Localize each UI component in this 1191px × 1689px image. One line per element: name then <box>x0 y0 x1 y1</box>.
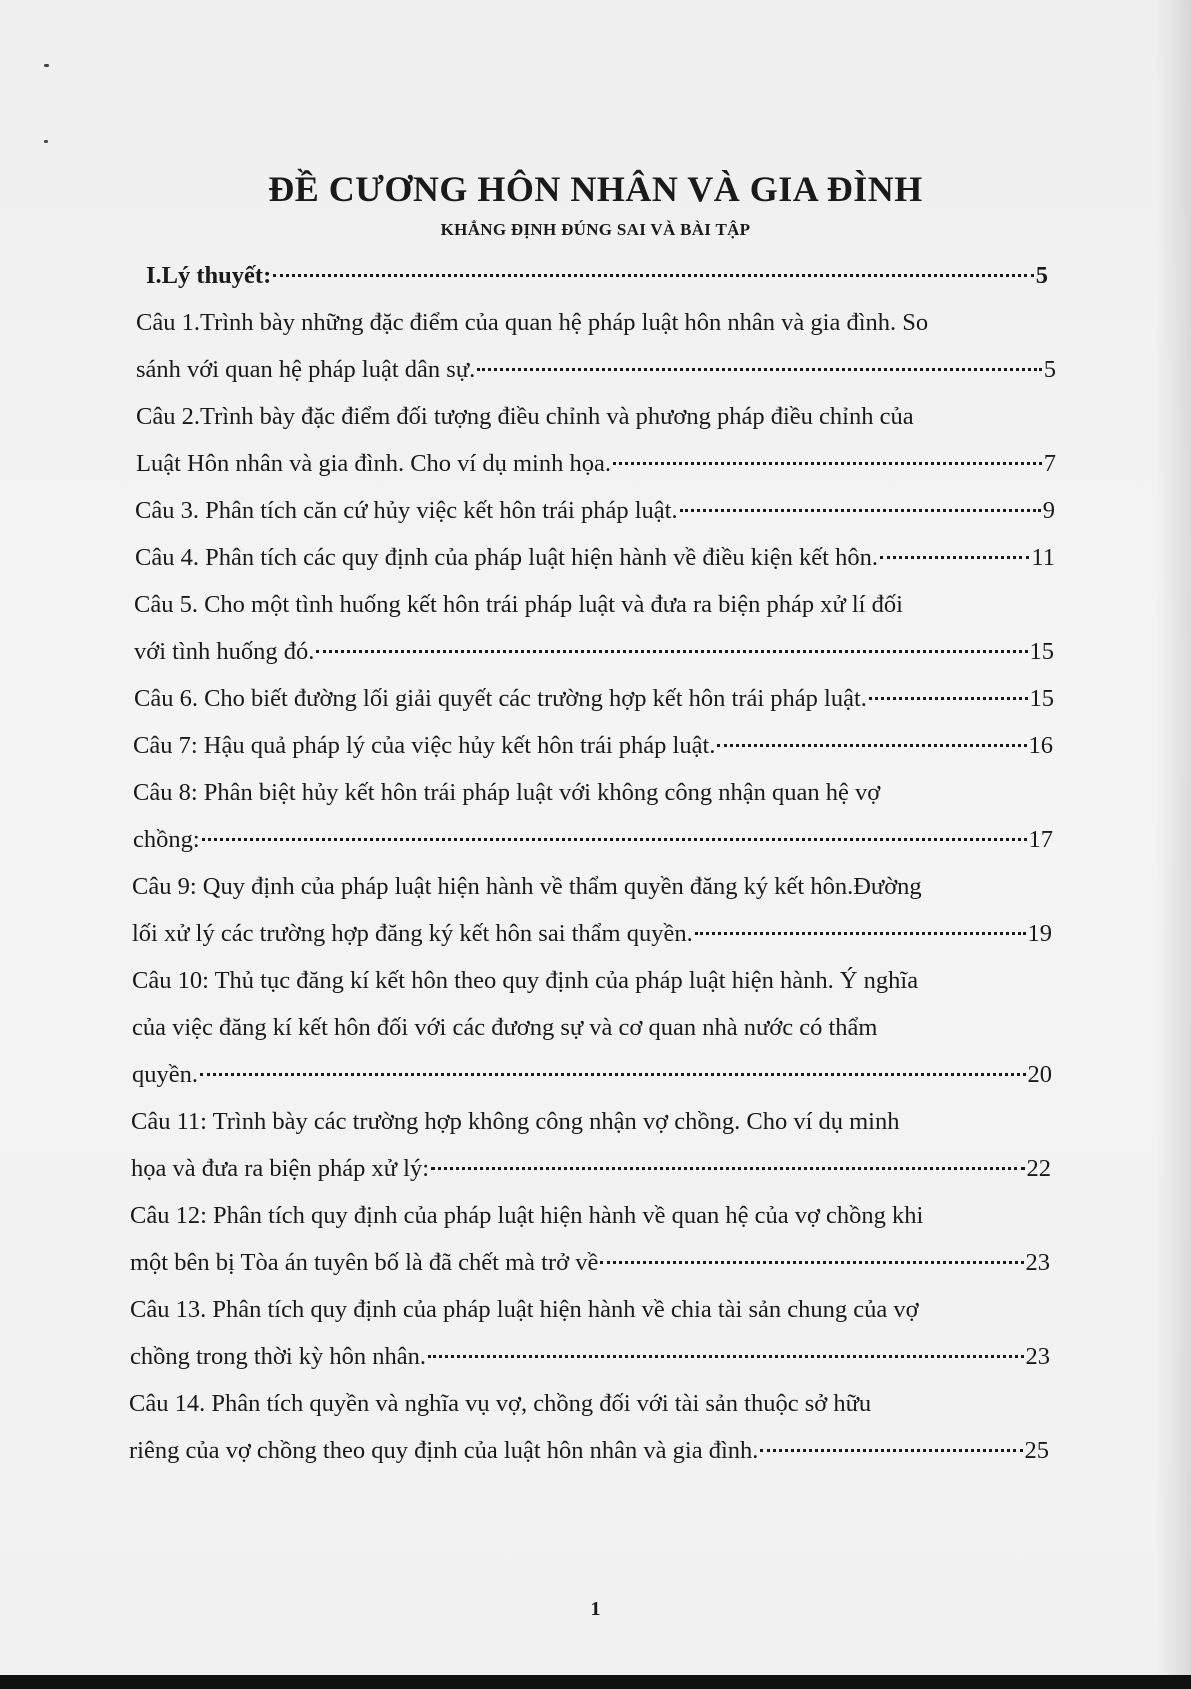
scan-speck <box>44 140 48 143</box>
toc-page-number: 20 <box>1027 1061 1052 1088</box>
toc-page-number: 5 <box>1043 356 1056 383</box>
toc-entry[interactable] <box>130 1192 1048 1286</box>
toc-leader-dots <box>316 650 1027 653</box>
toc-entry-text: Luật Hôn nhân và gia đình. Cho ví dụ minh họa. <box>136 450 611 477</box>
toc-entry-text: Câu 14. Phân tích quyền và nghĩa vụ vợ, chồng đối với tài sản thuộc sở hữu <box>129 1390 872 1417</box>
toc-entry-row <box>135 534 1055 581</box>
toc-entry[interactable] <box>129 1380 1048 1474</box>
toc-leader-dots <box>695 932 1026 935</box>
toc-entry-text: Câu 7: Hậu quả pháp lý của việc hủy kết hôn trái pháp luật. <box>133 732 716 759</box>
toc-entry-text: Câu 4. Phân tích các quy định của pháp luật hiện hành về điều kiện kết hôn. <box>135 544 878 571</box>
toc-entry-text: Câu 1.Trình bày những đặc điểm của quan hệ pháp luật hôn nhân và gia đình. So <box>136 309 929 336</box>
toc-leader-dots <box>880 556 1029 559</box>
toc-entry[interactable] <box>136 299 1056 393</box>
toc-entry-row <box>134 628 1054 675</box>
toc-entry-text: lối xử lý các trường hợp đăng ký kết hôn sai thẩm quyền. <box>132 920 693 947</box>
toc-page-number: 19 <box>1027 920 1052 947</box>
toc-leader-dots <box>200 1073 1026 1076</box>
toc-entry[interactable] <box>134 581 1054 675</box>
toc-entry[interactable] <box>133 769 1053 863</box>
toc-page-number: 11 <box>1031 544 1055 571</box>
toc-entry[interactable] <box>132 863 1052 957</box>
toc-entry-text: với tình huống đó. <box>134 638 315 665</box>
toc-page-number: 23 <box>1025 1249 1050 1276</box>
toc-entry-text: Câu 9: Quy định của pháp luật hiện hành về thẩm quyền đăng ký kết hôn.Đường <box>132 873 922 900</box>
toc-leader-dots <box>760 1449 1022 1452</box>
page-edge-shadow <box>1155 0 1191 1689</box>
toc-entry[interactable] <box>135 534 1055 581</box>
toc-entry[interactable] <box>131 1098 1051 1192</box>
toc-page-number: 5 <box>1035 262 1048 289</box>
scan-speck <box>44 64 49 67</box>
toc-entry-text: Câu 6. Cho biết đường lối giải quyết các trường hợp kết hôn trái pháp luật. <box>134 685 867 712</box>
toc-entry-text: của việc đăng kí kết hôn đối với các đương sự và cơ quan nhà nước có thẩm <box>132 1014 878 1041</box>
toc-leader-dots <box>869 697 1028 700</box>
toc-entry[interactable] <box>130 1286 1048 1380</box>
scan-border <box>0 1675 1191 1689</box>
toc-entry-text: Câu 13. Phân tích quy định của pháp luật hiện hành về chia tài sản chung của vợ <box>130 1296 919 1323</box>
toc-page-number: 16 <box>1028 732 1053 759</box>
toc-entry-row <box>136 440 1056 487</box>
toc-entry-text: Câu 3. Phân tích căn cứ hủy việc kết hôn trái pháp luật. <box>135 497 678 524</box>
toc-leader-dots <box>613 462 1042 465</box>
toc-leader-dots <box>202 838 1027 841</box>
toc-entry[interactable] <box>135 487 1055 534</box>
toc-entry-text: Câu 5. Cho một tình huống kết hôn trái pháp luật và đưa ra biện pháp xử lí đối <box>134 591 903 618</box>
table-of-contents <box>128 252 1056 1474</box>
toc-entry-row <box>134 675 1054 722</box>
page-number: 1 <box>590 1598 601 1620</box>
toc-entry-row <box>133 816 1053 863</box>
toc-entry-text: riêng của vợ chồng theo quy định của luật hôn nhân và gia đình. <box>129 1437 759 1464</box>
toc-section-label: I.Lý thuyết: <box>146 262 272 289</box>
toc-leader-dots <box>273 274 1034 277</box>
toc-entry-text: họa và đưa ra biện pháp xử lý: <box>131 1155 430 1182</box>
toc-page-number: 15 <box>1029 638 1054 665</box>
toc-entry-text: chồng: <box>133 826 200 853</box>
toc-entry-row <box>132 1051 1052 1098</box>
toc-entry-row <box>130 1333 1050 1380</box>
toc-entry-row <box>136 346 1056 393</box>
toc-entry-row <box>131 1145 1051 1192</box>
toc-leader-dots <box>477 368 1042 371</box>
toc-leader-dots <box>680 509 1041 512</box>
toc-entry-row <box>135 487 1055 534</box>
toc-entry[interactable] <box>132 957 1052 1098</box>
toc-page-number: 9 <box>1042 497 1055 524</box>
toc-entry-row <box>129 1427 1049 1474</box>
toc-entry-text: Câu 2.Trình bày đặc điểm đối tượng điều chỉnh và phương pháp điều chỉnh của <box>136 403 914 430</box>
toc-page-number: 7 <box>1043 450 1056 477</box>
toc-entry-text: sánh với quan hệ pháp luật dân sự. <box>136 356 476 383</box>
toc-entry-row <box>132 910 1052 957</box>
toc-entry-row <box>130 1239 1050 1286</box>
toc-entry-text: Câu 10: Thủ tục đăng kí kết hôn theo quy định của pháp luật hiện hành. Ý nghĩa <box>132 967 919 994</box>
toc-leader-dots <box>717 744 1026 747</box>
toc-entry-text: chồng trong thời kỳ hôn nhân. <box>130 1343 427 1370</box>
toc-leader-dots <box>600 1261 1023 1264</box>
document-subtitle: KHẲNG ĐỊNH ĐÚNG SAI VÀ BÀI TẬP <box>440 220 751 239</box>
toc-entry[interactable] <box>136 393 1056 487</box>
toc-entry-text: quyền. <box>132 1061 198 1088</box>
toc-entry[interactable] <box>134 675 1054 722</box>
document-title: ĐỀ CƯƠNG HÔN NHÂN VÀ GIA ĐÌNH <box>268 169 923 209</box>
toc-entry-row <box>133 722 1053 769</box>
toc-page-number: 15 <box>1029 685 1054 712</box>
toc-entry-text: Câu 8: Phân biệt hủy kết hôn trái pháp luật với không công nhận quan hệ vợ <box>133 779 881 806</box>
toc-section-heading[interactable] <box>146 252 1048 299</box>
toc-page-number: 23 <box>1025 1343 1050 1370</box>
toc-entry-text: Câu 11: Trình bày các trường hợp không công nhận vợ chồng. Cho ví dụ minh <box>131 1108 900 1135</box>
toc-leader-dots <box>428 1355 1023 1358</box>
toc-entry-text: Câu 12: Phân tích quy định của pháp luật hiện hành về quan hệ của vợ chồng khi <box>130 1202 924 1229</box>
toc-entry-text: một bên bị Tòa án tuyên bố là đã chết mà trở về <box>130 1249 599 1276</box>
toc-page-number: 17 <box>1028 826 1053 853</box>
toc-entry[interactable] <box>133 722 1053 769</box>
toc-page-number: 25 <box>1024 1437 1049 1464</box>
toc-page-number: 22 <box>1026 1155 1051 1182</box>
toc-leader-dots <box>431 1167 1024 1170</box>
